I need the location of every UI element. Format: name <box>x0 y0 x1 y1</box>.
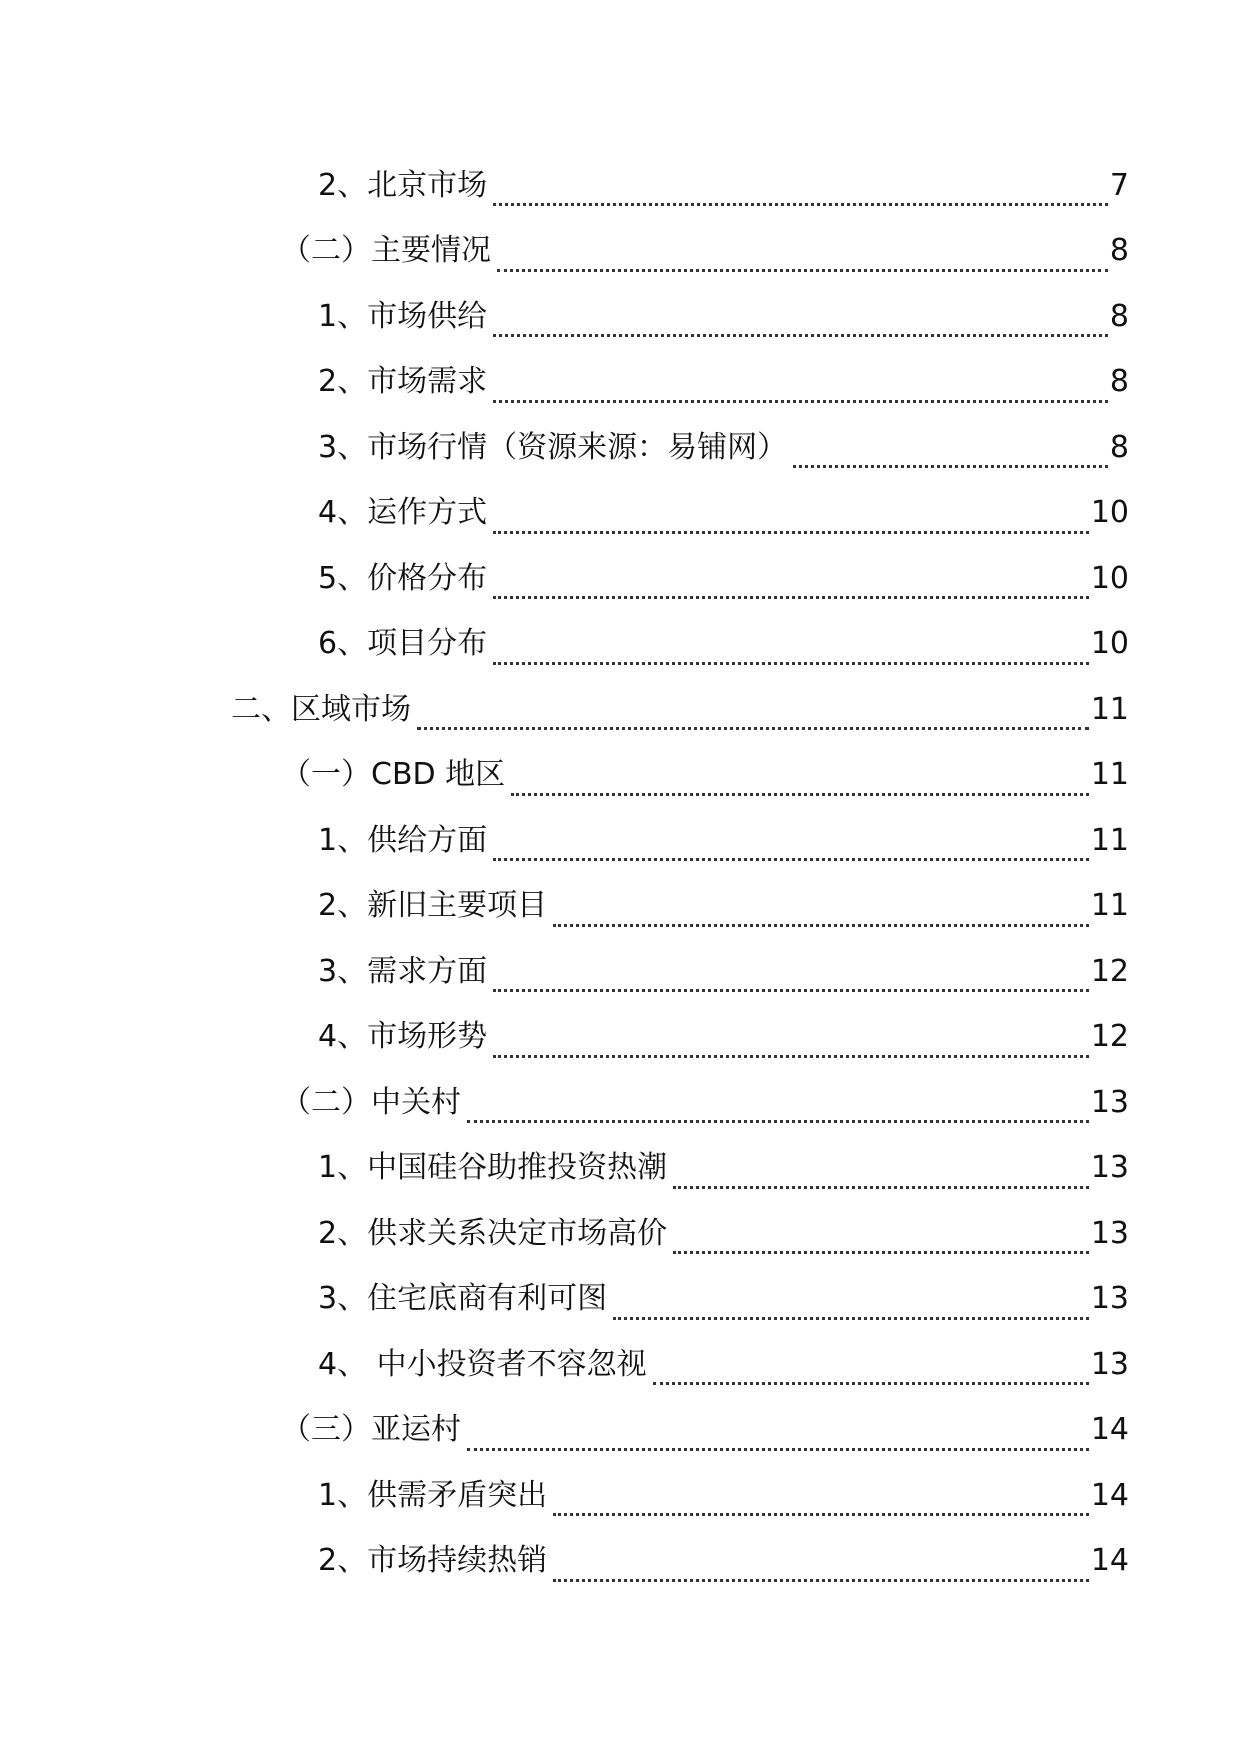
toc-entry-label: 2、市场需求 <box>318 364 488 400</box>
toc-entry-label: （一）CBD 地区 <box>281 757 506 793</box>
toc-entry[interactable] <box>0 677 1241 743</box>
toc-entry-label: 5、价格分布 <box>318 560 488 596</box>
toc-entry[interactable] <box>0 153 1241 219</box>
toc-entry-label: （二）主要情况 <box>281 233 491 269</box>
toc-entry[interactable] <box>0 1398 1241 1464</box>
toc-entry-label: （二）中关村 <box>281 1084 461 1120</box>
toc-entry-label: 3、市场行情（资源来源：易铺网） <box>318 429 788 465</box>
toc-entry[interactable] <box>0 808 1241 874</box>
dot-leader <box>673 1221 1089 1254</box>
toc-entry[interactable] <box>0 743 1241 809</box>
toc-entry-label: 1、中国硅谷助推投资热潮 <box>318 1150 668 1186</box>
toc-entry-page-number: 8 <box>1109 233 1129 269</box>
dot-leader <box>653 1352 1089 1385</box>
dot-leader <box>793 435 1108 468</box>
toc-entry-label: 3、需求方面 <box>318 953 488 989</box>
dot-leader <box>493 828 1089 861</box>
dot-leader <box>553 1549 1089 1582</box>
toc-entry-label: 6、项目分布 <box>318 626 488 662</box>
toc-entry-label: 4、运作方式 <box>318 495 488 531</box>
toc-entry-page-number: 12 <box>1090 953 1129 989</box>
toc-entry[interactable] <box>0 1201 1241 1267</box>
toc-entry-label: 1、供给方面 <box>318 822 488 858</box>
toc-entry-page-number: 10 <box>1090 495 1129 531</box>
toc-entry-page-number: 11 <box>1090 691 1129 727</box>
dot-leader <box>493 304 1108 337</box>
toc-entry-page-number: 11 <box>1090 757 1129 793</box>
dot-leader <box>493 566 1089 599</box>
toc-entry[interactable] <box>0 284 1241 350</box>
toc-entry-label: 2、新旧主要项目 <box>318 888 548 924</box>
toc-entry[interactable] <box>0 481 1241 547</box>
dot-leader <box>511 763 1089 796</box>
dot-leader <box>493 501 1089 534</box>
toc-entry-page-number: 8 <box>1109 364 1129 400</box>
dot-leader <box>613 1287 1089 1320</box>
toc-entry-page-number: 13 <box>1090 1346 1129 1382</box>
dot-leader <box>493 370 1108 403</box>
toc-entry-page-number: 7 <box>1109 167 1129 203</box>
toc-entry-label: （三）亚运村 <box>281 1412 461 1448</box>
toc-entry-page-number: 11 <box>1090 822 1129 858</box>
toc-entry-page-number: 14 <box>1090 1477 1129 1513</box>
dot-leader <box>493 632 1089 665</box>
dot-leader <box>417 697 1089 730</box>
dot-leader <box>493 173 1108 206</box>
toc-entry[interactable] <box>0 1332 1241 1398</box>
toc-entry-label: 2、市场持续热销 <box>318 1543 548 1579</box>
table-of-contents <box>0 153 1241 1594</box>
toc-entry-label: 二、区域市场 <box>231 691 411 727</box>
toc-entry-label: 1、市场供给 <box>318 298 488 334</box>
dot-leader <box>673 1156 1089 1189</box>
toc-entry-label: 2、北京市场 <box>318 167 488 203</box>
toc-entry-page-number: 8 <box>1109 298 1129 334</box>
toc-entry-page-number: 12 <box>1090 1019 1129 1055</box>
toc-entry-page-number: 10 <box>1090 560 1129 596</box>
toc-entry[interactable] <box>0 874 1241 940</box>
toc-entry[interactable] <box>0 1463 1241 1529</box>
toc-entry[interactable] <box>0 219 1241 285</box>
toc-entry-page-number: 13 <box>1090 1150 1129 1186</box>
toc-entry-page-number: 11 <box>1090 888 1129 924</box>
toc-entry-page-number: 10 <box>1090 626 1129 662</box>
dot-leader <box>497 239 1108 272</box>
toc-entry-page-number: 13 <box>1090 1084 1129 1120</box>
toc-entry-label: 4、市场形势 <box>318 1019 488 1055</box>
dot-leader <box>493 1025 1089 1058</box>
toc-entry-page-number: 14 <box>1090 1412 1129 1448</box>
dot-leader <box>553 1483 1089 1516</box>
toc-entry[interactable] <box>0 1136 1241 1202</box>
toc-entry[interactable] <box>0 1267 1241 1333</box>
toc-entry-page-number: 14 <box>1090 1543 1129 1579</box>
toc-entry[interactable] <box>0 1070 1241 1136</box>
dot-leader <box>467 1090 1089 1123</box>
toc-entry[interactable] <box>0 415 1241 481</box>
toc-entry-label: 1、供需矛盾突出 <box>318 1477 548 1513</box>
toc-entry-label: 2、供求关系决定市场高价 <box>318 1215 668 1251</box>
toc-entry-page-number: 13 <box>1090 1281 1129 1317</box>
dot-leader <box>493 959 1089 992</box>
toc-entry[interactable] <box>0 350 1241 416</box>
dot-leader <box>467 1418 1089 1451</box>
toc-entry[interactable] <box>0 1529 1241 1595</box>
toc-entry-label: 4、 中小投资者不容忽视 <box>318 1346 647 1382</box>
toc-entry[interactable] <box>0 939 1241 1005</box>
dot-leader <box>553 894 1089 927</box>
toc-entry[interactable] <box>0 612 1241 678</box>
toc-entry-page-number: 13 <box>1090 1215 1129 1251</box>
toc-entry-page-number: 8 <box>1109 429 1129 465</box>
toc-entry[interactable] <box>0 1005 1241 1071</box>
toc-entry-label: 3、住宅底商有利可图 <box>318 1281 608 1317</box>
toc-entry[interactable] <box>0 546 1241 612</box>
